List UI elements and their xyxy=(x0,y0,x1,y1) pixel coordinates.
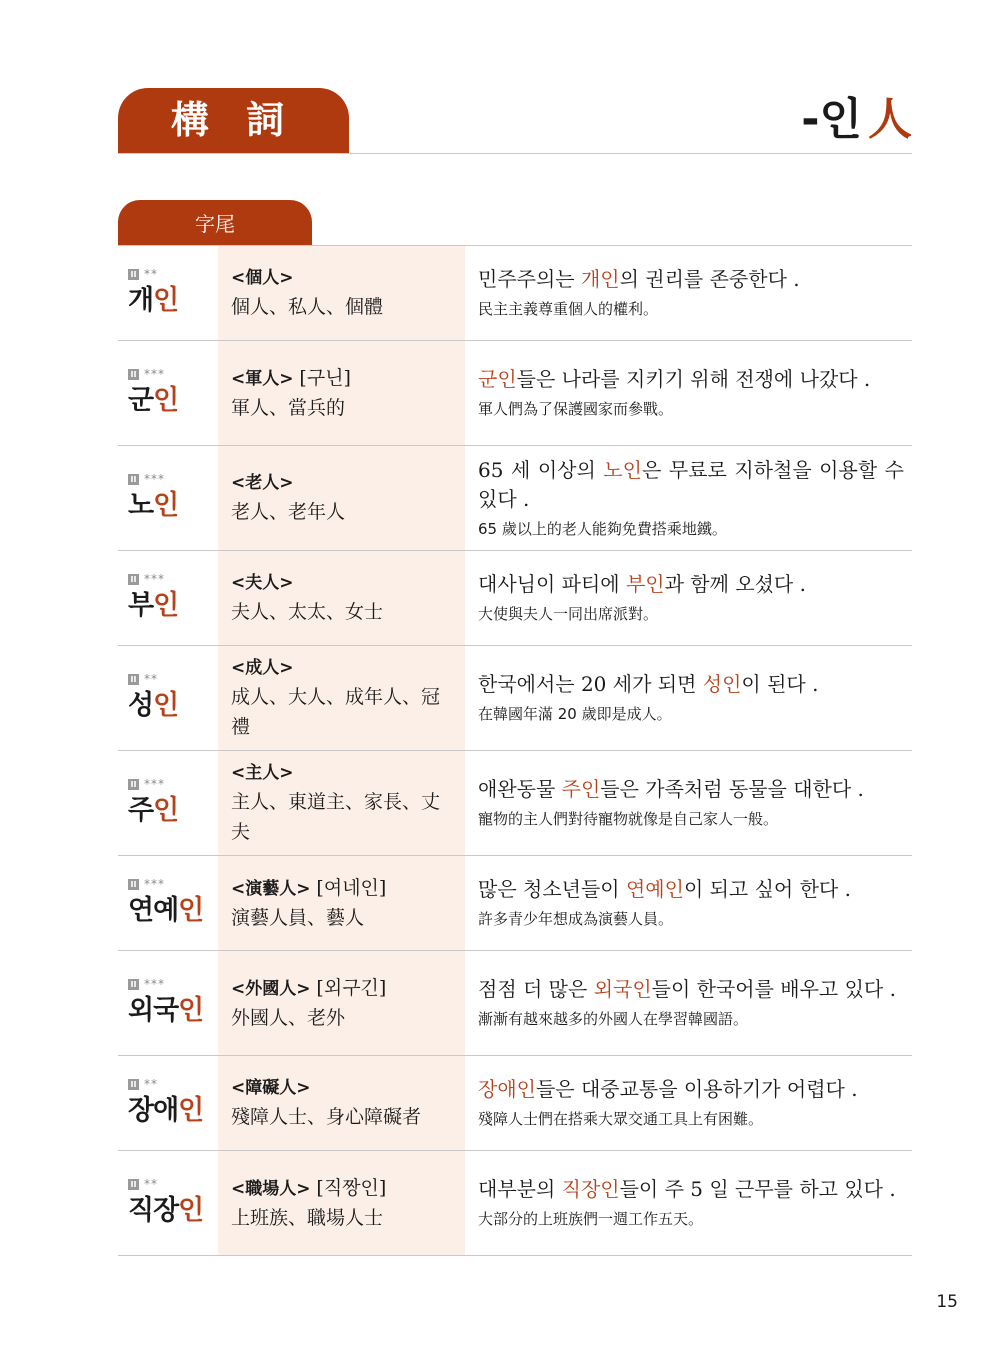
hanja-word: <老人> xyxy=(231,473,294,493)
example-korean xyxy=(478,456,904,514)
pronunciation: [직짱인] xyxy=(316,1176,387,1199)
example-post: 은 무료로 지하철을 이용할 수 있다 . xyxy=(478,457,904,511)
hanja-line xyxy=(231,1074,455,1102)
example-highlight: 성인 xyxy=(702,672,742,696)
example-pre: 대부분의 xyxy=(478,1177,562,1201)
vocab-table xyxy=(118,246,912,1256)
vocab-word xyxy=(128,688,218,724)
hanja-line xyxy=(231,874,455,903)
difficulty-stars: *** xyxy=(144,777,165,791)
word-cell xyxy=(118,341,218,445)
table-row xyxy=(118,751,912,856)
example-cell xyxy=(465,446,912,550)
chinese-meaning: 老人、老年人 xyxy=(231,501,346,523)
example-pre: 민주주의는 xyxy=(478,267,581,291)
example-chinese: 軍人們為了保護國家而參戰。 xyxy=(478,400,674,418)
word-stem: 노 xyxy=(128,490,154,521)
vocab-word xyxy=(128,588,218,624)
level-badge: II xyxy=(128,979,139,990)
hanja-word: <軍人> xyxy=(231,368,294,389)
table-row xyxy=(118,446,912,551)
word-suffix: 인 xyxy=(153,285,179,316)
example-cell xyxy=(465,1056,912,1150)
example-highlight: 부인 xyxy=(625,572,665,596)
word-stem: 부 xyxy=(128,590,154,621)
level-indicator xyxy=(128,267,218,281)
example-highlight: 외국인 xyxy=(593,977,652,1001)
section-tab: 字尾 xyxy=(118,200,312,245)
level-indicator xyxy=(128,572,218,586)
example-korean xyxy=(478,1075,904,1104)
example-chinese: 在韓國年滿 20 歲即是成人。 xyxy=(478,705,672,723)
level-badge: II xyxy=(128,674,139,685)
table-row xyxy=(118,1151,912,1256)
hanja-cell xyxy=(218,246,465,340)
example-highlight: 군인 xyxy=(478,367,517,391)
example-korean xyxy=(478,265,904,294)
section-title: 構 詞 xyxy=(118,88,349,153)
level-badge: II xyxy=(128,474,139,485)
word-suffix: 인 xyxy=(153,795,179,826)
difficulty-stars: *** xyxy=(144,472,165,486)
word-suffix: 인 xyxy=(178,1195,204,1226)
pronunciation: [여네인] xyxy=(316,876,387,899)
level-indicator xyxy=(128,977,218,991)
chinese-meaning: 軍人、當兵的 xyxy=(231,396,346,419)
example-post: 과 함께 오셨다 . xyxy=(664,572,806,596)
example-pre: 점점 더 많은 xyxy=(478,977,594,1001)
hanja-word: <夫人> xyxy=(231,573,294,593)
word-cell xyxy=(118,646,218,750)
example-korean xyxy=(478,570,904,599)
hanja-line xyxy=(231,974,455,1003)
example-highlight: 개인 xyxy=(580,267,620,291)
level-indicator xyxy=(128,1177,218,1191)
header-rule xyxy=(118,153,912,154)
suffix-korean: -인 xyxy=(801,94,862,145)
table-row xyxy=(118,246,912,341)
example-post: 이 되고 싶어 한다 . xyxy=(683,877,851,901)
level-badge: II xyxy=(128,574,139,585)
example-post: 들은 가족처럼 동물을 대한다 . xyxy=(600,777,864,801)
vocab-word xyxy=(128,793,218,829)
table-row xyxy=(118,856,912,951)
vocab-word xyxy=(128,1193,218,1229)
word-cell xyxy=(118,246,218,340)
chinese-meaning: 個人、私人、個體 xyxy=(231,296,384,318)
level-indicator xyxy=(128,777,218,791)
level-badge: II xyxy=(128,369,139,380)
level-indicator xyxy=(128,1077,218,1091)
hanja-cell xyxy=(218,1056,465,1150)
word-suffix: 인 xyxy=(153,385,179,416)
hanja-word: <外國人> xyxy=(231,978,311,999)
example-pre: 65 세 이상의 xyxy=(478,457,604,482)
example-chinese: 殘障人士們在搭乘大眾交通工具上有困難。 xyxy=(478,1110,764,1128)
word-stem: 성 xyxy=(128,690,154,721)
example-pre: 애완동물 xyxy=(478,777,562,801)
vocab-word xyxy=(128,893,218,929)
word-cell xyxy=(118,551,218,645)
difficulty-stars: ** xyxy=(144,1077,158,1091)
chinese-meaning: 主人、東道主、家長、丈夫 xyxy=(231,791,441,843)
hanja-cell xyxy=(218,751,465,855)
example-cell xyxy=(465,1151,912,1255)
hanja-line xyxy=(231,469,455,497)
table-row xyxy=(118,551,912,646)
pronunciation: [구닌] xyxy=(299,366,351,389)
suffix-hanja: 人 xyxy=(868,94,912,145)
example-korean xyxy=(478,670,904,699)
example-cell xyxy=(465,646,912,750)
hanja-cell xyxy=(218,646,465,750)
difficulty-stars: *** xyxy=(144,977,165,991)
table-row xyxy=(118,646,912,751)
level-badge: II xyxy=(128,269,139,280)
vocab-word xyxy=(128,488,218,524)
hanja-cell xyxy=(218,856,465,950)
suffix-heading xyxy=(801,92,912,148)
hanja-line xyxy=(231,759,455,787)
example-post: 들은 나라를 지키기 위해 전쟁에 나갔다 . xyxy=(516,367,871,391)
vocab-word xyxy=(128,993,218,1029)
example-cell xyxy=(465,246,912,340)
example-cell xyxy=(465,551,912,645)
difficulty-stars: *** xyxy=(144,367,165,381)
hanja-line xyxy=(231,264,455,292)
hanja-line xyxy=(231,364,455,393)
word-cell xyxy=(118,1056,218,1150)
level-badge: II xyxy=(128,1079,139,1090)
example-highlight: 노인 xyxy=(603,457,642,482)
example-post: 의 권리를 존중한다 . xyxy=(619,267,800,291)
example-chinese: 大部分的上班族們一週工作五天。 xyxy=(478,1210,704,1228)
hanja-word: <個人> xyxy=(231,268,294,288)
hanja-cell xyxy=(218,446,465,550)
difficulty-stars: ** xyxy=(144,672,158,686)
word-suffix: 인 xyxy=(153,590,179,621)
example-highlight: 장애인 xyxy=(478,1077,536,1101)
level-badge: II xyxy=(128,779,139,790)
word-stem: 군 xyxy=(128,385,154,416)
example-post: 이 된다 . xyxy=(741,672,819,696)
word-stem: 주 xyxy=(128,795,154,826)
chinese-meaning: 演藝人員、藝人 xyxy=(231,906,365,929)
chinese-meaning: 成人、大人、成年人、冠禮 xyxy=(231,686,441,738)
hanja-cell xyxy=(218,551,465,645)
pronunciation: [외구긴] xyxy=(316,976,387,999)
vocab-word xyxy=(128,283,218,319)
hanja-line xyxy=(231,569,455,597)
table-row xyxy=(118,341,912,446)
word-stem: 장애 xyxy=(128,1095,179,1126)
example-chinese: 許多青少年想成為演藝人員。 xyxy=(478,910,674,928)
difficulty-stars: ** xyxy=(144,267,158,281)
table-row xyxy=(118,951,912,1056)
hanja-line xyxy=(231,654,455,682)
hanja-word: <成人> xyxy=(231,658,294,678)
example-pre: 한국에서는 20 세가 되면 xyxy=(478,672,703,696)
example-post: 들이 주 5 일 근무를 하고 있다 . xyxy=(619,1177,896,1201)
example-korean xyxy=(478,365,904,394)
hanja-word: <演藝人> xyxy=(231,878,311,899)
hanja-cell xyxy=(218,341,465,445)
example-cell xyxy=(465,951,912,1055)
example-cell xyxy=(465,856,912,950)
level-indicator xyxy=(128,472,218,486)
example-chinese: 漸漸有越來越多的外國人在學習韓國語。 xyxy=(478,1010,749,1028)
word-stem: 개 xyxy=(128,285,154,316)
hanja-word: <主人> xyxy=(231,763,294,783)
word-cell xyxy=(118,751,218,855)
hanja-word: <職場人> xyxy=(231,1178,311,1199)
chinese-meaning: 上班族、職場人士 xyxy=(231,1206,384,1229)
example-chinese: 民主主義尊重個人的權利。 xyxy=(478,300,659,318)
example-post: 들이 한국어를 배우고 있다 . xyxy=(651,977,896,1001)
word-suffix: 인 xyxy=(153,490,179,521)
word-cell xyxy=(118,1151,218,1255)
example-chinese: 大使與夫人一同出席派對。 xyxy=(478,605,659,623)
example-cell xyxy=(465,341,912,445)
example-korean xyxy=(478,975,904,1004)
word-stem: 외국 xyxy=(128,995,179,1026)
example-highlight: 주인 xyxy=(561,777,601,801)
example-highlight: 연예인 xyxy=(625,877,684,901)
example-chinese: 寵物的主人們對待寵物就像是自己家人一般。 xyxy=(478,810,779,828)
word-stem: 직장 xyxy=(128,1195,179,1226)
example-korean xyxy=(478,875,904,904)
chinese-meaning: 殘障人士、身心障礙者 xyxy=(231,1106,422,1128)
example-highlight: 직장인 xyxy=(561,1177,620,1201)
vocab-word xyxy=(128,1093,218,1129)
word-suffix: 인 xyxy=(178,1095,204,1126)
hanja-cell xyxy=(218,951,465,1055)
hanja-word: <障礙人> xyxy=(231,1078,311,1098)
example-cell xyxy=(465,751,912,855)
level-indicator xyxy=(128,877,218,891)
page-number: 15 xyxy=(936,1292,958,1312)
difficulty-stars: *** xyxy=(144,877,165,891)
word-stem: 연예 xyxy=(128,895,179,926)
example-korean xyxy=(478,775,904,804)
word-suffix: 인 xyxy=(178,995,204,1026)
word-suffix: 인 xyxy=(178,895,204,926)
level-indicator xyxy=(128,672,218,686)
chinese-meaning: 外國人、老外 xyxy=(231,1006,346,1029)
difficulty-stars: ** xyxy=(144,1177,158,1191)
example-pre: 대사님이 파티에 xyxy=(478,572,626,596)
word-cell xyxy=(118,446,218,550)
table-row xyxy=(118,1056,912,1151)
level-badge: II xyxy=(128,1179,139,1190)
word-suffix: 인 xyxy=(153,690,179,721)
level-badge: II xyxy=(128,879,139,890)
level-indicator xyxy=(128,367,218,381)
word-cell xyxy=(118,951,218,1055)
example-post: 들은 대중교통을 이용하기가 어렵다 . xyxy=(535,1077,858,1101)
vocab-word xyxy=(128,383,218,419)
word-cell xyxy=(118,856,218,950)
hanja-cell xyxy=(218,1151,465,1255)
example-chinese: 65 歲以上的老人能夠免費搭乘地鐵。 xyxy=(478,519,727,538)
example-korean xyxy=(478,1175,904,1204)
difficulty-stars: *** xyxy=(144,572,165,586)
hanja-line xyxy=(231,1174,455,1203)
example-pre: 많은 청소년들이 xyxy=(478,877,626,901)
chinese-meaning: 夫人、太太、女士 xyxy=(231,601,384,623)
